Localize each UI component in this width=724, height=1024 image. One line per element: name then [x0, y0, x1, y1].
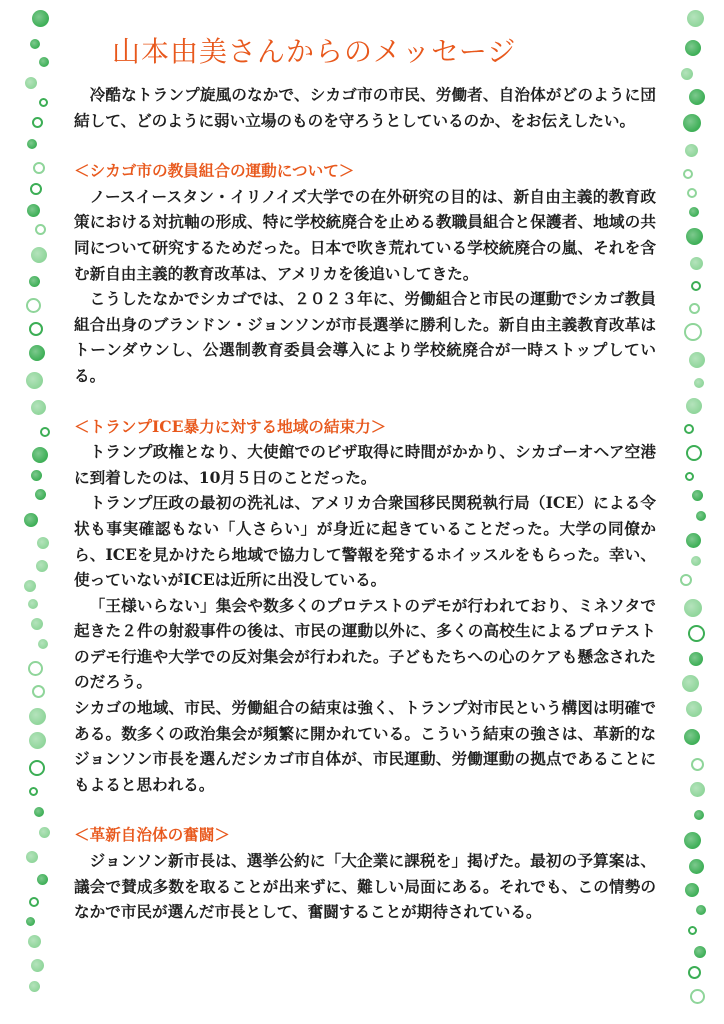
dot-icon: [680, 574, 692, 586]
paragraph: ジョンソン新市長は、選挙公約に「大企業に課税を」掲げた。最初の予算案は、議会で賛成多数を取ることが出来ずに、難しい局面にある。それでも、この情勢のなかで市民が選んだ市長として、奮闘することが期待されている。: [74, 851, 656, 922]
dot-icon: [689, 652, 703, 666]
dot-icon: [39, 827, 50, 838]
dot-icon: [35, 224, 46, 235]
dot-icon: [37, 537, 49, 549]
dot-icon: [26, 917, 35, 926]
dot-icon: [38, 639, 48, 649]
dot-icon: [32, 685, 45, 698]
dot-icon: [687, 10, 704, 27]
dot-icon: [689, 859, 704, 874]
dot-icon: [685, 144, 698, 157]
dot-icon: [685, 472, 694, 481]
dot-icon: [31, 618, 43, 630]
dot-icon: [690, 782, 705, 797]
dot-icon: [37, 874, 48, 885]
dot-icon: [684, 323, 702, 341]
dot-icon: [688, 926, 697, 935]
dot-icon: [28, 661, 43, 676]
section-heading-ice-solidarity: ＜トランプICE暴力に対する地域の結束力＞: [74, 416, 387, 436]
dot-icon: [684, 729, 700, 745]
dot-icon: [29, 732, 46, 749]
dot-icon: [31, 470, 42, 481]
dot-icon: [691, 556, 701, 566]
dot-icon: [690, 257, 703, 270]
dot-icon: [29, 276, 40, 287]
dot-icon: [684, 832, 701, 849]
dot-icon: [694, 810, 704, 820]
dot-icon: [28, 935, 41, 948]
dot-icon: [684, 424, 694, 434]
page-title: 山本由美さんからのメッセージ: [112, 35, 517, 68]
dot-icon: [690, 989, 705, 1004]
dot-icon: [688, 966, 701, 979]
dot-icon: [29, 760, 45, 776]
dot-icon: [30, 39, 40, 49]
dot-icon: [28, 599, 38, 609]
dot-icon: [31, 959, 44, 972]
dot-icon: [31, 400, 46, 415]
dot-icon: [686, 228, 703, 245]
dot-icon: [34, 807, 44, 817]
dot-icon: [31, 247, 47, 263]
dot-icon: [689, 303, 700, 314]
dot-icon: [26, 298, 41, 313]
right-dot-border: [680, 0, 710, 1024]
dot-icon: [39, 98, 48, 107]
intro-paragraph: 冷酷なトランプ旋風のなかで、シカゴ市の市民、労働者、自治体がどのように団結して、どのように弱い立場のものを守ろうとしているのか、をお伝えしたい。: [74, 85, 656, 130]
dot-icon: [696, 511, 706, 521]
section-heading-progressive-government: ＜革新自治体の奮闘＞: [74, 825, 230, 845]
dot-icon: [682, 675, 699, 692]
dot-icon: [24, 513, 38, 527]
dot-icon: [30, 183, 42, 195]
dot-icon: [27, 139, 37, 149]
dot-icon: [684, 599, 702, 617]
dot-icon: [36, 560, 48, 572]
left-dot-border: [24, 0, 54, 1024]
dot-icon: [694, 946, 706, 958]
dot-icon: [687, 188, 697, 198]
dot-icon: [696, 905, 706, 915]
paragraph: ノースイースタン・イリノイズ大学での在外研究の目的は、新自由主義的教育政策における対抗軸の形成、特に学校統廃合を止める教職員組合と保護者、地域の共同について研究するためだった。日本で吹き荒れている学校統廃合の嵐、それを含む新自由主義的教育改革は、アメリカを後追いしてきた。: [74, 186, 656, 283]
section-heading-teachers-union: ＜シカゴ市の教員組合の運動について＞: [74, 161, 355, 181]
dot-icon: [686, 445, 702, 461]
dot-icon: [26, 372, 43, 389]
dot-icon: [40, 427, 50, 437]
dot-icon: [32, 117, 43, 128]
dot-icon: [692, 490, 703, 501]
paragraph: トランプ政権となり、大使館でのビザ取得に時間がかかり、シカゴーオヘア空港に到着したのは、10月５日のことだった。: [74, 442, 656, 487]
paragraph: こうしたなかでシカゴでは、２０２３年に、労働組合と市民の運動でシカゴ教員組合出身のブランドン・ジョンソンが市長選挙に勝利した。新自由主義教育改革はトーンダウンし、公選制教育委員会導入により学校統廃合が一時ストップしている。: [74, 289, 656, 385]
dot-icon: [685, 40, 701, 56]
dot-icon: [29, 787, 38, 796]
dot-icon: [694, 378, 704, 388]
dot-icon: [24, 580, 36, 592]
dot-icon: [691, 281, 701, 291]
paragraph: 「王様いらない」集会や数多くのプロテストのデモが行われており、ミネソタで起きた２件の射殺事件の後は、市民の運動以外に、多くの高校生によるプロテストのデモ行進や大学での反対集会が行われた。子どもたちへの心のケアも懸念されたのだろう。: [74, 595, 656, 692]
article-body: [74, 82, 656, 925]
dot-icon: [29, 897, 39, 907]
dot-icon: [683, 114, 701, 132]
dot-icon: [686, 701, 702, 717]
dot-icon: [691, 758, 704, 771]
paragraph: トランプ圧政の最初の洗礼は、アメリカ合衆国移民関税執行局（ICE）による令状も事実確認もない「人さらい」が身近に起きていることだった。大学の同僚から、ICEを見かけたら地域で協力して警報を発するホイッスルをもらった。幸い、使っていないがICEは近所に出没している。: [74, 493, 656, 590]
dot-icon: [685, 883, 699, 897]
dot-icon: [681, 68, 693, 80]
paragraph: シカゴの地域、市民、労働組合の結束は強く、トランプ対市民という構図は明確である。数多くの政治集会が頻繁に開かれている。こういう結束の強さは、革新的なジョンソン市長を選んだシカゴ市自体が、市民運動、労働運動の拠点であることにもよると思われる。: [74, 698, 656, 794]
dot-icon: [33, 162, 45, 174]
dot-icon: [686, 398, 702, 414]
dot-icon: [686, 533, 701, 548]
dot-icon: [29, 345, 45, 361]
dot-icon: [27, 204, 40, 217]
dot-icon: [39, 57, 49, 67]
dot-icon: [32, 10, 49, 27]
dot-icon: [29, 981, 40, 992]
dot-icon: [689, 89, 705, 105]
dot-icon: [689, 207, 699, 217]
dot-icon: [683, 169, 693, 179]
dot-icon: [35, 489, 46, 500]
dot-icon: [29, 322, 43, 336]
dot-icon: [688, 625, 705, 642]
dot-icon: [29, 708, 46, 725]
dot-icon: [32, 447, 48, 463]
dot-icon: [26, 851, 38, 863]
dot-icon: [25, 77, 37, 89]
dot-icon: [689, 352, 705, 368]
